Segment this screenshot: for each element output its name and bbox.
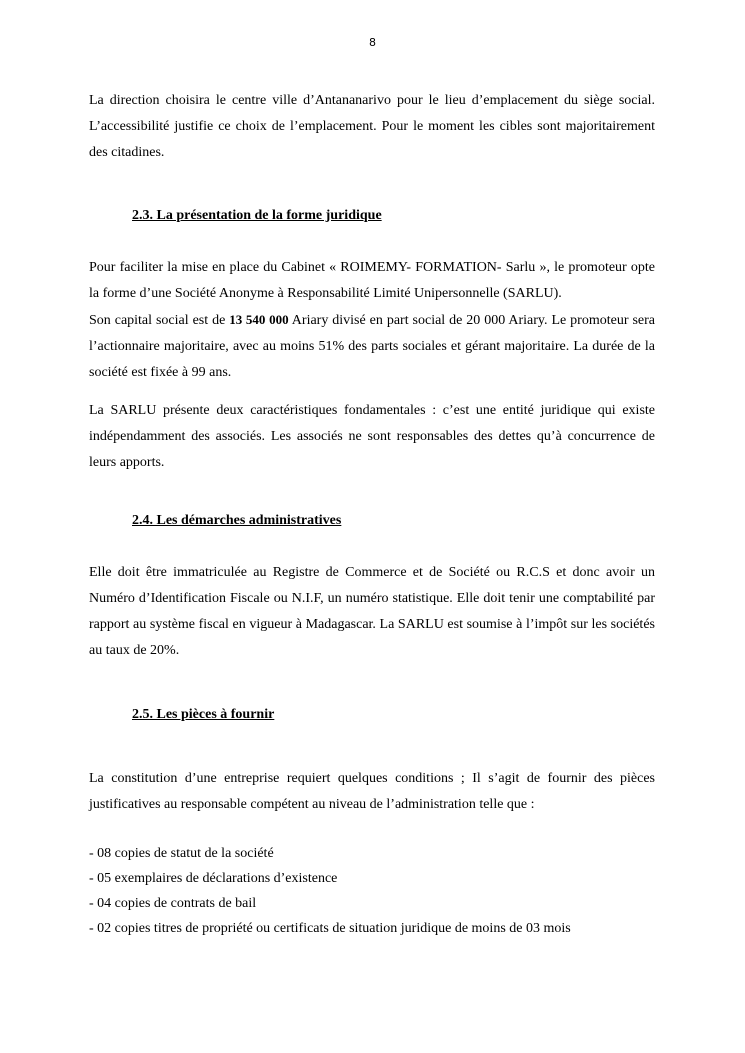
heading-pieces: 2.5. Les pièces à fournir bbox=[132, 707, 275, 722]
paragraph-immatriculation: Elle doit être immatriculée au Registre de Commerce et de Société ou R.C.S et donc avoir un Numéro d’Identification Fiscale ou N.I.F, un numéro statistique. Elle doit tenir une comptabilité par rapport au système fiscal en vigueur à Madagascar. La SARLU est soumise à l’impôt sur les sociétés au taux de 20%. bbox=[89, 565, 655, 658]
capital-amount: 13 540 000 bbox=[229, 312, 289, 327]
pieces-list bbox=[89, 841, 655, 941]
paragraph-capital bbox=[89, 307, 655, 386]
paragraph-sarlu-caracteristiques: La SARLU présente deux caractéristiques fondamentales : c’est une entité juridique qui existe indépendamment des associés. Les associés ne sont responsables des dettes qu’à concurrence de leurs apports. bbox=[89, 403, 655, 470]
paragraph-cabinet: Pour faciliter la mise en place du Cabinet « ROIMEMY- FORMATION- Sarlu », le promoteur opte la forme d’une Société Anonyme à Responsabilité Limité Unipersonnelle (SARLU). bbox=[89, 260, 655, 301]
document-body bbox=[89, 88, 655, 941]
capital-text-before: Son capital social est de bbox=[89, 313, 230, 328]
list-item: - 02 copies titres de propriété ou certificats de situation juridique de moins de 03 mois bbox=[89, 921, 571, 936]
heading-demarches: 2.4. Les démarches administratives bbox=[132, 513, 342, 528]
paragraph-siege-social: La direction choisira le centre ville d’Antananarivo pour le lieu d’emplacement du siège social. L’accessibilité justifie ce choix de l’emplacement. Pour le moment les cibles sont majoritairement des citadines. bbox=[89, 93, 655, 160]
heading-forme-juridique: 2.3. La présentation de la forme juridique bbox=[132, 208, 382, 223]
capital-text-after: Ariary divisé en part social de 20 000 Ariary. Le promoteur sera l’actionnaire majoritaire, avec au moins 51% des parts sociales et gérant majoritaire. La durée de la société est fixée à 99 ans. bbox=[89, 313, 655, 380]
paragraph-constitution: La constitution d’une entreprise requiert quelques conditions ; Il s’agit de fournir des pièces justificatives au responsable compétent au niveau de l’administration telle que : bbox=[89, 771, 655, 812]
list-item: - 05 exemplaires de déclarations d’existence bbox=[89, 871, 338, 886]
list-item: - 04 copies de contrats de bail bbox=[89, 896, 257, 911]
page-number: 8 bbox=[369, 36, 376, 49]
list-item: - 08 copies de statut de la société bbox=[89, 846, 274, 861]
